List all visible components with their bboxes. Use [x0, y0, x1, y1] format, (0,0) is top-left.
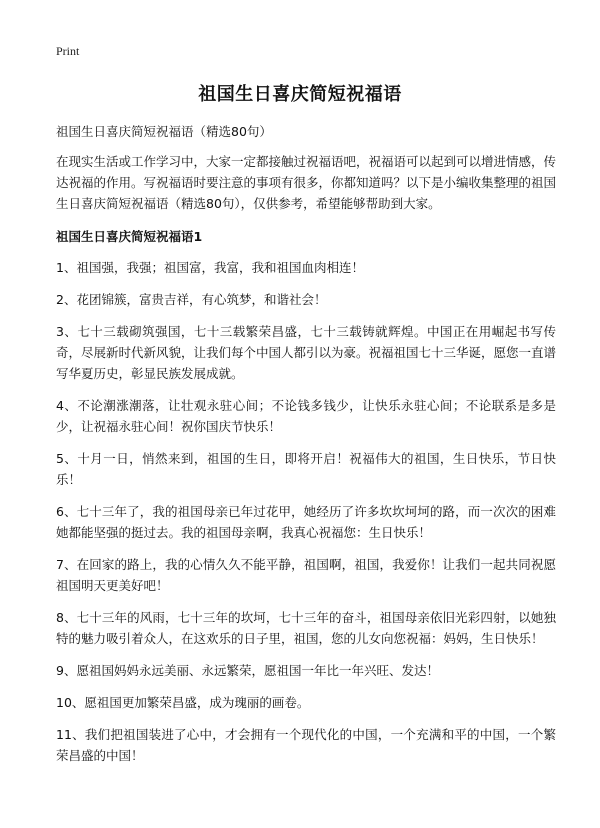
list-item: 3、七十三载砌筑强国，七十三载繁荣昌盛，七十三载铸就辉煌。中国正在用崛起书写传奇，尽展新时代新风貌，让我们每个中国人都引以为豪。祝福祖国七十三华诞，愿您一直谱写华夏历史，彰显民族发展成就。 — [56, 324, 557, 381]
list-item: 11、我们把祖国装进了心中，才会拥有一个现代化的中国，一个充满和平的中国，一个繁荣昌盛的中国！ — [56, 727, 556, 763]
list-item: 5、十月一日，悄然来到，祖国的生日，即将开启！祝福伟大的祖国，生日快乐，节日快乐！ — [56, 451, 556, 487]
list-item: 6、七十三年了，我的祖国母亲已年过花甲，她经历了许多坎坎坷坷的路，而一次次的困难她都能坚强的挺过去。我的祖国母亲啊，我真心祝福您：生日快乐！ — [56, 504, 556, 540]
blessing-list — [56, 257, 556, 766]
section-heading: 祖国生日喜庆简短祝福语1 — [56, 229, 203, 244]
list-item: 8、七十三年的风雨，七十三年的坎坷，七十三年的奋斗，祖国母亲依旧光彩四射，以她独特的魅力吸引着众人，在这欢乐的日子里，祖国，您的儿女向您祝福：妈妈，生日快乐！ — [56, 610, 556, 646]
list-item: 7、在回家的路上，我的心情久久不能平静，祖国啊，祖国，我爱你！让我们一起共同祝愿祖国明天更美好吧！ — [56, 557, 556, 593]
document-subtitle: 祖国生日喜庆简短祝福语（精选80句） — [56, 124, 272, 139]
list-item: 2、花团锦簇，富贵吉祥，有心筑梦，和谐社会！ — [56, 292, 327, 307]
document-body — [56, 121, 556, 777]
list-item: 10、愿祖国更加繁荣昌盛，成为瑰丽的画卷。 — [56, 695, 310, 710]
list-item: 9、愿祖国妈妈永远美丽、永远繁荣，愿祖国一年比一年兴旺、发达！ — [56, 663, 439, 678]
print-link[interactable]: Print — [56, 44, 80, 58]
list-item: 4、不论潮涨潮落，让壮观永驻心间；不论钱多钱少，让快乐永驻心间；不论联系是多是少，让祝福永驻心间！祝你国庆节快乐！ — [56, 398, 556, 434]
intro-paragraph: 在现实生活或工作学习中，大家一定都接触过祝福语吧，祝福语可以起到可以增进情感，传达祝福的作用。写祝福语时要注意的事项有很多，你都知道吗？以下是小编收集整理的祖国生日喜庆简短祝福语（精选80句），仅供参考，希望能够帮助到大家。 — [56, 154, 557, 211]
page-title: 祖国生日喜庆简短祝福语 — [198, 84, 402, 105]
list-item: 1、祖国强，我强；祖国富，我富，我和祖国血肉相连！ — [56, 260, 364, 275]
